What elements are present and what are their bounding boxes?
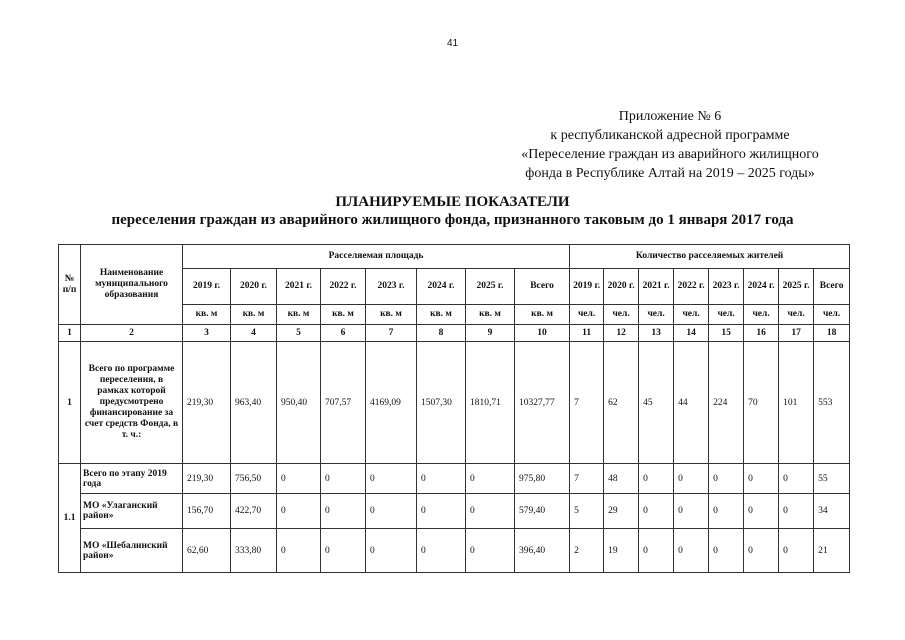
unit-people: чел. — [709, 305, 744, 325]
table-row — [59, 529, 850, 573]
column-number: 17 — [779, 325, 814, 342]
cell-value: 0 — [466, 464, 515, 494]
header-people-total: Всего — [814, 269, 850, 305]
unit-area: кв. м — [231, 305, 277, 325]
cell-value: 0 — [277, 494, 321, 529]
cell-value: 0 — [779, 529, 814, 573]
row-no: 1.1 — [59, 464, 81, 573]
column-number: 2 — [81, 325, 183, 342]
cell-value: 0 — [366, 529, 417, 573]
cell-value: 55 — [814, 464, 850, 494]
unit-area: кв. м — [366, 305, 417, 325]
unit-people: чел. — [570, 305, 604, 325]
cell-value: 0 — [417, 464, 466, 494]
cell-value: 48 — [604, 464, 639, 494]
unit-area: кв. м — [321, 305, 366, 325]
cell-value: 0 — [709, 464, 744, 494]
cell-value: 0 — [744, 464, 779, 494]
cell-value: 219,30 — [183, 464, 231, 494]
appendix-line: фонда в Республике Алтай на 2019 – 2025 годы» — [525, 166, 815, 181]
cell-value: 0 — [466, 529, 515, 573]
cell-value: 62,60 — [183, 529, 231, 573]
header-area-total: Всего — [515, 269, 570, 305]
cell-value: 0 — [417, 529, 466, 573]
header-area-group: Расселяемая площадь — [183, 245, 570, 269]
header-area-year: 2020 г. — [231, 269, 277, 305]
unit-area: кв. м — [417, 305, 466, 325]
unit-people: чел. — [744, 305, 779, 325]
column-number: 11 — [570, 325, 604, 342]
header-area-year: 2025 г. — [466, 269, 515, 305]
header-area-year: 2023 г. — [366, 269, 417, 305]
cell-value: 0 — [277, 464, 321, 494]
cell-value: 21 — [814, 529, 850, 573]
cell-value: 10327,77 — [515, 342, 570, 464]
table-row — [59, 464, 850, 494]
cell-value: 0 — [674, 464, 709, 494]
title-line-2: переселения граждан из аварийного жилищного фонда, признанного таковым до 1 января 2017 года — [111, 212, 794, 228]
unit-people: чел. — [779, 305, 814, 325]
cell-value: 0 — [639, 529, 674, 573]
column-number: 18 — [814, 325, 850, 342]
cell-value: 156,70 — [183, 494, 231, 529]
unit-area: кв. м — [466, 305, 515, 325]
appendix-line: «Переселение граждан из аварийного жилищного — [521, 147, 819, 162]
header-area-year: 2021 г. — [277, 269, 321, 305]
unit-people: чел. — [604, 305, 639, 325]
cell-value: 2 — [570, 529, 604, 573]
cell-value: 553 — [814, 342, 850, 464]
cell-value: 0 — [779, 464, 814, 494]
cell-value: 219,30 — [183, 342, 231, 464]
cell-value: 756,50 — [231, 464, 277, 494]
column-number: 8 — [417, 325, 466, 342]
header-no: № п/п — [59, 245, 81, 325]
cell-value: 0 — [779, 494, 814, 529]
cell-value: 29 — [604, 494, 639, 529]
header-people-year: 2019 г. — [570, 269, 604, 305]
column-number: 10 — [515, 325, 570, 342]
cell-value: 0 — [321, 464, 366, 494]
cell-value: 396,40 — [515, 529, 570, 573]
cell-value: 422,70 — [231, 494, 277, 529]
cell-value: 0 — [366, 464, 417, 494]
cell-value: 0 — [466, 494, 515, 529]
cell-value: 1810,71 — [466, 342, 515, 464]
header-name: Наименование муниципального образования — [81, 245, 183, 325]
appendix-note — [480, 107, 860, 183]
unit-area: кв. м — [183, 305, 231, 325]
cell-value: 0 — [709, 529, 744, 573]
cell-value: 101 — [779, 342, 814, 464]
cell-value: 0 — [277, 529, 321, 573]
appendix-line: к республиканской адресной программе — [550, 128, 790, 143]
column-number: 6 — [321, 325, 366, 342]
row-name: Всего по этапу 2019 года — [81, 464, 183, 494]
title-line-1: ПЛАНИРУЕМЫЕ ПОКАЗАТЕЛИ — [335, 194, 570, 210]
row-no: 1 — [59, 342, 81, 464]
cell-value: 70 — [744, 342, 779, 464]
cell-value: 44 — [674, 342, 709, 464]
cell-value: 34 — [814, 494, 850, 529]
column-number: 3 — [183, 325, 231, 342]
cell-value: 5 — [570, 494, 604, 529]
cell-value: 0 — [639, 494, 674, 529]
appendix-line: Приложение № 6 — [618, 109, 722, 124]
document-title — [0, 193, 905, 229]
header-people-group: Количество расселяемых жителей — [570, 245, 850, 269]
unit-people: чел. — [814, 305, 850, 325]
cell-value: 1507,30 — [417, 342, 466, 464]
cell-value: 0 — [321, 494, 366, 529]
cell-value: 975,80 — [515, 464, 570, 494]
row-name: МО «Шебалинский район» — [81, 529, 183, 573]
cell-value: 0 — [417, 494, 466, 529]
header-people-year: 2022 г. — [674, 269, 709, 305]
cell-value: 45 — [639, 342, 674, 464]
column-number: 14 — [674, 325, 709, 342]
table-row — [59, 342, 850, 464]
cell-value: 579,40 — [515, 494, 570, 529]
row-name: МО «Улаганский район» — [81, 494, 183, 529]
cell-value: 0 — [321, 529, 366, 573]
column-number: 4 — [231, 325, 277, 342]
cell-value: 19 — [604, 529, 639, 573]
header-area-year: 2022 г. — [321, 269, 366, 305]
column-number: 13 — [639, 325, 674, 342]
cell-value: 707,57 — [321, 342, 366, 464]
unit-people: чел. — [674, 305, 709, 325]
row-name: Всего по программе переселения, в рамках которой предусмотрено финансирование за счет средств Фонда, в т. ч.: — [81, 342, 183, 464]
page-number: 41 — [446, 38, 459, 49]
unit-area: кв. м — [277, 305, 321, 325]
cell-value: 0 — [709, 494, 744, 529]
cell-value: 0 — [639, 464, 674, 494]
header-area-year: 2019 г. — [183, 269, 231, 305]
cell-value: 4169,09 — [366, 342, 417, 464]
header-people-year: 2020 г. — [604, 269, 639, 305]
column-number: 1 — [59, 325, 81, 342]
cell-value: 950,40 — [277, 342, 321, 464]
column-number: 9 — [466, 325, 515, 342]
cell-value: 0 — [744, 529, 779, 573]
column-number: 15 — [709, 325, 744, 342]
cell-value: 7 — [570, 342, 604, 464]
unit-people: чел. — [639, 305, 674, 325]
column-number: 12 — [604, 325, 639, 342]
column-number: 16 — [744, 325, 779, 342]
table-row — [59, 494, 850, 529]
header-people-year: 2021 г. — [639, 269, 674, 305]
unit-area: кв. м — [515, 305, 570, 325]
indicators-table — [58, 244, 850, 573]
cell-value: 0 — [744, 494, 779, 529]
header-people-year: 2025 г. — [779, 269, 814, 305]
header-people-year: 2023 г. — [709, 269, 744, 305]
cell-value: 0 — [674, 494, 709, 529]
cell-value: 62 — [604, 342, 639, 464]
column-number: 7 — [366, 325, 417, 342]
cell-value: 0 — [674, 529, 709, 573]
cell-value: 224 — [709, 342, 744, 464]
cell-value: 7 — [570, 464, 604, 494]
cell-value: 333,80 — [231, 529, 277, 573]
cell-value: 0 — [366, 494, 417, 529]
header-people-year: 2024 г. — [744, 269, 779, 305]
header-area-year: 2024 г. — [417, 269, 466, 305]
cell-value: 963,40 — [231, 342, 277, 464]
column-number: 5 — [277, 325, 321, 342]
